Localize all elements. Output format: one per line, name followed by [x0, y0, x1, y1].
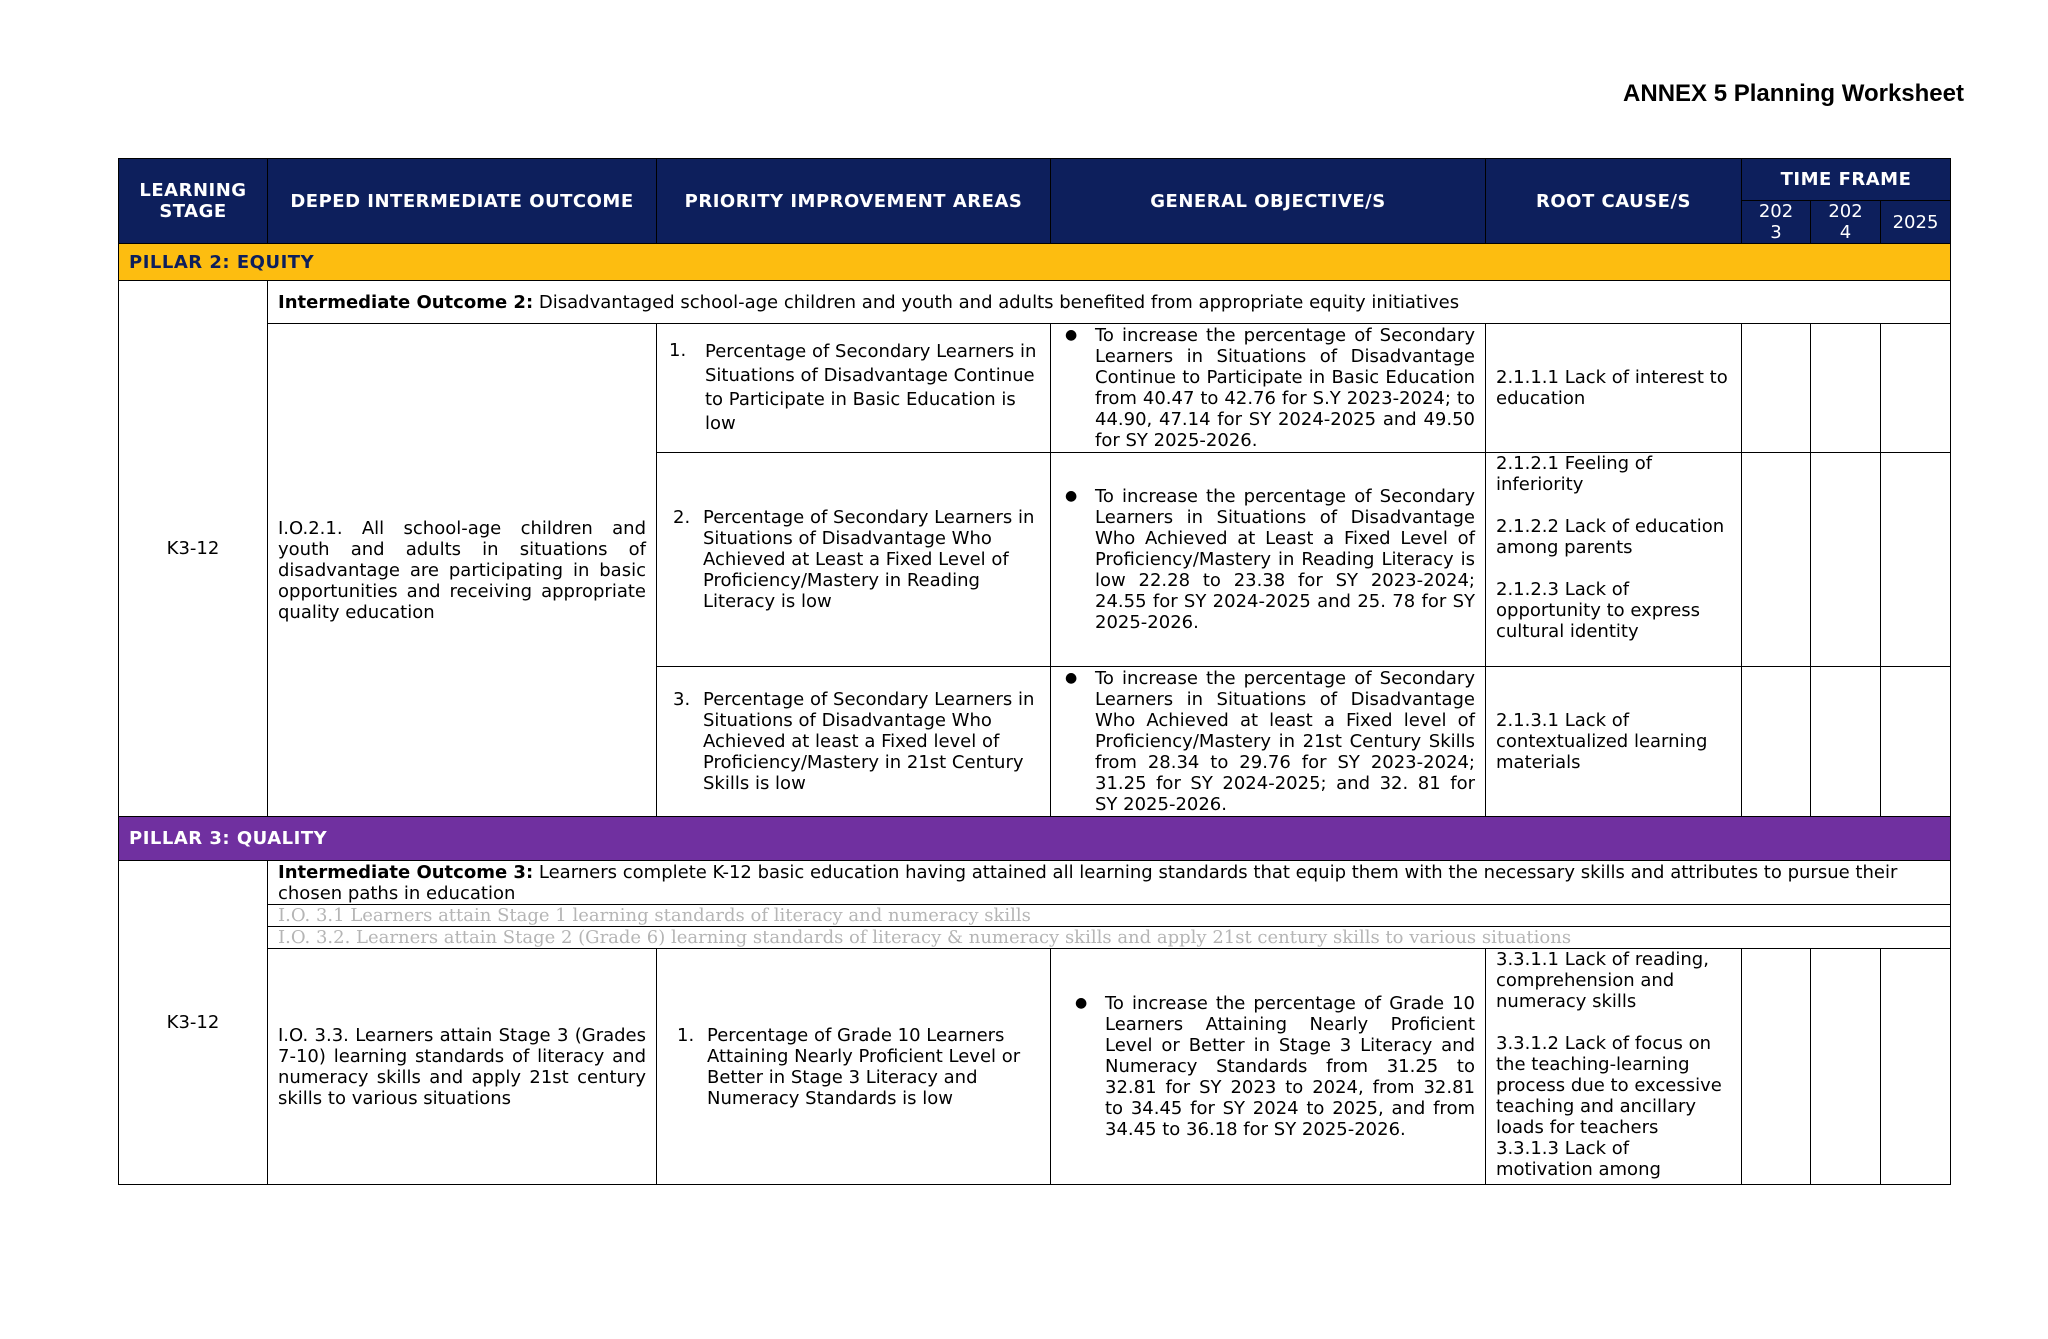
- header-year-2023: 202 3: [1742, 201, 1811, 244]
- timeframe-cell: [1811, 324, 1881, 453]
- bullet-icon: ●: [1065, 670, 1078, 686]
- area-p3-text: Percentage of Grade 10 Learners Attaining Nearly Proficient Level or Better in Stage 3 Literacy and Numeracy Standards is low: [707, 1024, 1021, 1109]
- header-general-objectives: GENERAL OBJECTIVE/S: [1051, 159, 1486, 244]
- area-3-text: Percentage of Secondary Learners in Situations of Disadvantage Who Achieved at least a Fixed level of Proficiency/Mastery in 21st Century Skills is low: [703, 689, 1035, 794]
- bullet-icon: ●: [1065, 327, 1078, 343]
- area-3-number: 3.: [673, 689, 691, 710]
- cause-2-1-3-1: 2.1.3.1 Lack of contextualized learning materials: [1496, 710, 1708, 773]
- pillar2-objective-2: [1051, 453, 1486, 667]
- timeframe-cell: [1881, 324, 1951, 453]
- pillar3-objective-1: [1051, 949, 1486, 1185]
- pillar3-title: PILLAR 3: QUALITY: [119, 817, 1951, 861]
- io2-label: Intermediate Outcome 2:: [278, 291, 534, 313]
- io2-text: Disadvantaged school-age children and youth and adults benefited from appropriate equity initiatives: [533, 291, 1460, 313]
- pillar2-intermediate-outcome: [268, 281, 1951, 324]
- header-year-2024: 202 4: [1811, 201, 1881, 244]
- timeframe-cell: [1811, 949, 1881, 1185]
- pillar2-title: PILLAR 2: EQUITY: [119, 244, 1951, 281]
- cause-2-1-2-2: 2.1.2.2 Lack of education among parents: [1496, 516, 1725, 558]
- header-priority-areas: PRIORITY IMPROVEMENT AREAS: [657, 159, 1051, 244]
- pillar2-causes-1: [1486, 324, 1742, 453]
- timeframe-cell: [1881, 949, 1951, 1185]
- timeframe-cell: [1742, 453, 1811, 667]
- pillar2-area-2: [657, 453, 1051, 667]
- pillar3-learning-stage: K3-12: [119, 861, 268, 1185]
- cause-3-3-1-1: 3.3.1.1 Lack of reading, comprehension and numeracy skills: [1496, 949, 1709, 1012]
- pillar2-causes-2: [1486, 453, 1742, 667]
- pillar2-objective-3: [1051, 667, 1486, 817]
- objective-3-text: To increase the percentage of Secondary Learners in Situations of Disadvantage Who Achieved at least a Fixed level of Proficiency/Mastery in 21st Century Skills from 28.34 to 29.76 for SY 2023-2024; 31.25 for SY 2024-2025; and 32. 81 for SY 2025-2026.: [1095, 668, 1475, 815]
- pillar2-objective-1: [1051, 324, 1486, 453]
- area-2-number: 2.: [673, 507, 691, 528]
- annex-title: ANNEX 5 Planning Worksheet: [1623, 80, 1964, 107]
- timeframe-cell: [1742, 667, 1811, 817]
- pillar2-sub-outcome: I.O.2.1. All school-age children and youth and adults in situations of disadvantage are participating in basic opportunities and receiving appropriate quality education: [268, 324, 657, 817]
- io3-label: Intermediate Outcome 3:: [278, 861, 534, 883]
- area-1-number: 1.: [669, 340, 687, 361]
- cause-2-1-2-1: 2.1.2.1 Feeling of inferiority: [1496, 453, 1653, 495]
- pillar2-area-1: [657, 324, 1051, 453]
- timeframe-cell: [1811, 667, 1881, 817]
- pillar2-learning-stage: K3-12: [119, 281, 268, 817]
- pillar3-area-1: [657, 949, 1051, 1185]
- cause-3-3-1-3: 3.3.1.3 Lack of motivation among: [1496, 1138, 1661, 1180]
- cause-2-1-1-1: 2.1.1.1 Lack of interest to education: [1496, 367, 1728, 409]
- header-root-causes: ROOT CAUSE/S: [1486, 159, 1742, 244]
- area-p3-number: 1.: [677, 1024, 695, 1046]
- timeframe-cell: [1811, 453, 1881, 667]
- io-3-2: I.O. 3.2. Learners attain Stage 2 (Grade 6) learning standards of literacy & numeracy skills and apply 21st century skills to various situations: [268, 927, 1951, 949]
- objective-1-text: To increase the percentage of Secondary Learners in Situations of Disadvantage Continue to Participate in Basic Education from 40.47 to 42.76 for S.Y 2023-2024; to 44.90, 47.14 for SY 2024-2025 and 49.50 for SY 2025-2026.: [1095, 325, 1475, 451]
- io3-text: Learners complete K-12 basic education having attained all learning standards that equip them with the necessary skills and attributes to pursue their chosen paths in education: [278, 861, 1898, 904]
- bullet-icon: ●: [1075, 995, 1088, 1011]
- header-time-frame: TIME FRAME: [1742, 159, 1951, 201]
- pillar3-intermediate-outcome: [268, 861, 1951, 905]
- objective-2-text: To increase the percentage of Secondary Learners in Situations of Disadvantage Who Achieved at Least a Fixed Level of Proficiency/Mastery in Reading Literacy is low 22.28 to 23.38 for SY 2023-2024; 24.55 for SY 2024-2025 and 25. 78 for SY 2025-2026.: [1095, 486, 1475, 633]
- pillar2-area-3: [657, 667, 1051, 817]
- pillar3-causes-1: [1486, 949, 1742, 1185]
- pillar3-sub-outcome: I.O. 3.3. Learners attain Stage 3 (Grades 7-10) learning standards of literacy and numeracy skills and apply 21st century skills to various situations: [268, 949, 657, 1185]
- area-2-text: Percentage of Secondary Learners in Situations of Disadvantage Who Achieved at Least a Fixed Level of Proficiency/Mastery in Reading Literacy is low: [703, 507, 1035, 612]
- objective-p3-text: To increase the percentage of Grade 10 Learners Attaining Nearly Proficient Level or Better in Stage 3 Literacy and Numeracy Standards from 31.25 to 32.81 for SY 2023 to 2024, from 32.81 to 34.45 for SY 2024 to 2025, and from 34.45 to 36.18 for SY 2025-2026.: [1105, 993, 1475, 1140]
- bullet-icon: ●: [1065, 488, 1078, 504]
- cause-2-1-2-3: 2.1.2.3 Lack of opportunity to express cultural identity: [1496, 579, 1701, 642]
- timeframe-cell: [1881, 453, 1951, 667]
- header-intermediate-outcome: DEPED INTERMEDIATE OUTCOME: [268, 159, 657, 244]
- cause-3-3-1-2: 3.3.1.2 Lack of focus on the teaching-learning process due to excessive teaching and ancillary loads for teachers: [1496, 1033, 1722, 1138]
- timeframe-cell: [1742, 949, 1811, 1185]
- io-3-1: I.O. 3.1 Learners attain Stage 1 learning standards of literacy and numeracy skills: [268, 905, 1951, 927]
- header-year-2025: 2025: [1881, 201, 1951, 244]
- timeframe-cell: [1881, 667, 1951, 817]
- area-1-text: Percentage of Secondary Learners in Situations of Disadvantage Continue to Participate in Basic Education is low: [705, 341, 1037, 434]
- header-learning-stage: LEARNING STAGE: [119, 159, 268, 244]
- pillar2-causes-3: [1486, 667, 1742, 817]
- planning-worksheet-table: [118, 158, 1951, 1185]
- timeframe-cell: [1742, 324, 1811, 453]
